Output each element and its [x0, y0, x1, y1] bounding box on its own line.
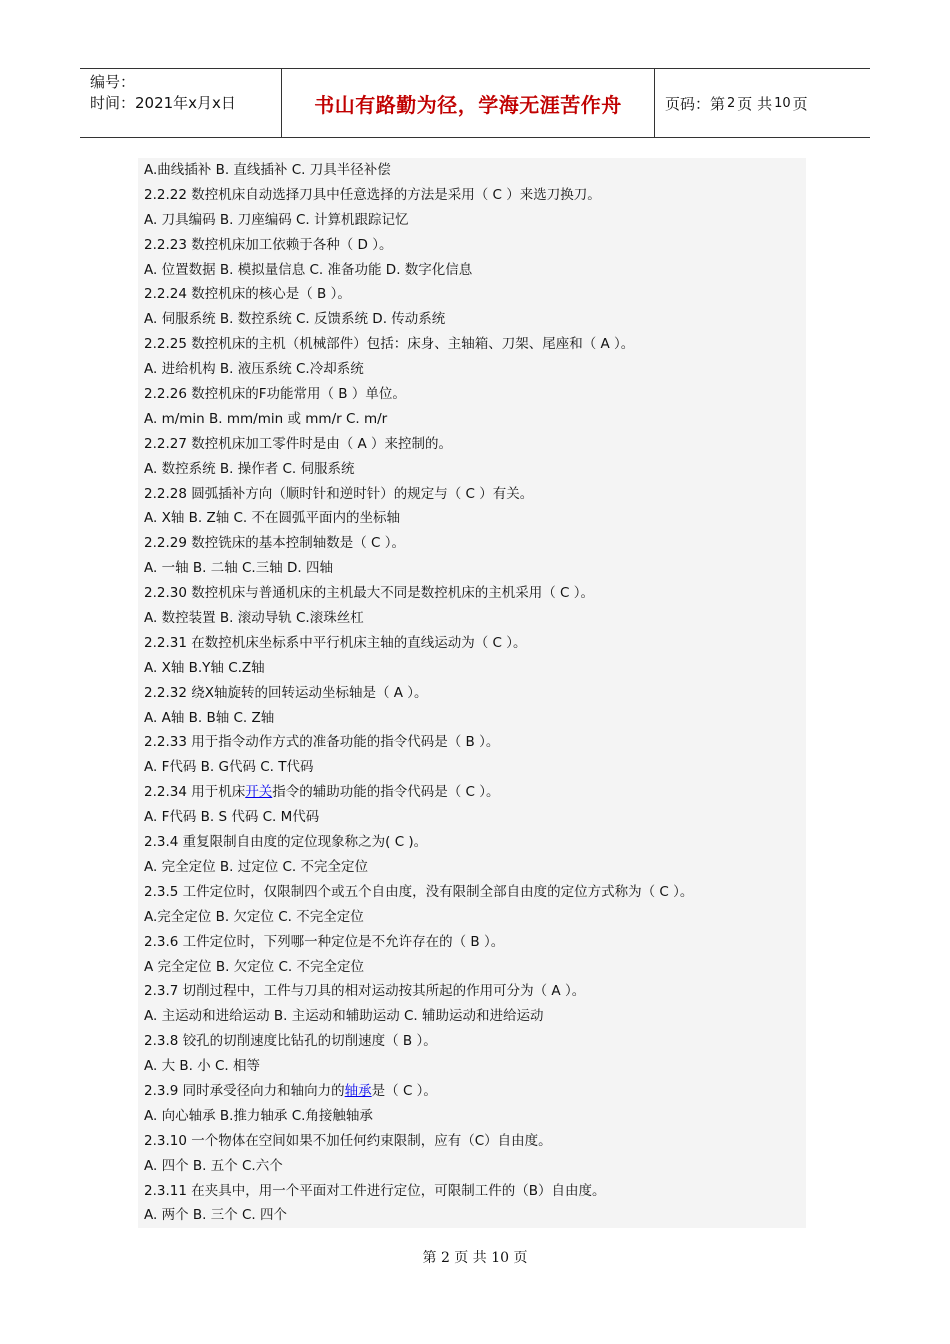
text-line: 2.3.11 在夹具中，用一个平面对工件进行定位，可限制工件的（B）自由度。	[144, 1182, 606, 1199]
question-content	[138, 158, 806, 1228]
text-line: A. 一轴 B. 二轴 C.三轴 D. 四轴	[144, 560, 333, 577]
inline-link[interactable]: 开关	[245, 784, 273, 801]
text-line: 2.2.27 数控机床加工零件时是由（ A ）来控制的。	[144, 435, 453, 452]
inline-link[interactable]: 轴承	[344, 1082, 372, 1099]
line-text-after: 是（ C ）。	[371, 1082, 437, 1099]
text-line: 2.2.30 数控机床与普通机床的主机最大不同是数控机床的主机采用（ C ）。	[144, 585, 594, 602]
text-line: A. 完全定位 B. 过定位 C. 不完全定位	[144, 858, 369, 875]
text-line: A. X轴 B. Z轴 C. 不在圆弧平面内的坐标轴	[144, 510, 401, 527]
text-line: A. 两个 B. 三个 C. 四个	[144, 1207, 288, 1224]
page-mid: 页 共	[737, 94, 773, 113]
line-text-before: 2.3.9 同时承受径向力和轴向力的	[144, 1082, 345, 1099]
page-header	[80, 68, 870, 138]
text-line: A. 伺服系统 B. 数控系统 C. 反馈系统 D. 传动系统	[144, 311, 446, 328]
text-line: A. 四个 B. 五个 C.六个	[144, 1157, 283, 1174]
page-total: 10	[774, 95, 791, 111]
text-line: 2.2.25 数控机床的主机（机械部件）包括：床身、主轴箱、刀架、尾座和（ A ）。	[144, 336, 635, 353]
text-line: A. 主运动和进给运动 B. 主运动和辅助运动 C. 辅助运动和进给运动	[144, 1008, 544, 1025]
text-line: A. 向心轴承 B.推力轴承 C.角接触轴承	[144, 1107, 373, 1124]
text-line: 2.2.29 数控铣床的基本控制轴数是（ C ）。	[144, 535, 405, 552]
text-line: A. 大 B. 小 C. 相等	[144, 1058, 261, 1075]
page-current: 2	[727, 95, 736, 111]
text-line: A. A轴 B. B轴 C. Z轴	[144, 709, 275, 726]
text-line: 2.2.32 绕X轴旋转的回转运动坐标轴是（ A ）。	[144, 684, 428, 701]
text-line: A.完全定位 B. 欠定位 C. 不完全定位	[144, 908, 364, 925]
text-line: A. 数控系统 B. 操作者 C. 伺服系统	[144, 460, 355, 477]
text-line: A. m/min B. mm/min 或 mm/r C. m/r	[144, 410, 388, 427]
page-footer: 第 2 页 共 10 页	[422, 1250, 528, 1266]
page-prefix: 页码：第	[665, 94, 726, 113]
text-line: A.曲线插补 B. 直线插补 C. 刀具半径补偿	[144, 162, 391, 178]
text-line: A. 位置数据 B. 模拟量信息 C. 准备功能 D. 数字化信息	[144, 261, 473, 278]
text-line: 2.2.23 数控机床加工依赖于各种（ D ）。	[144, 236, 393, 253]
text-line: A. F代码 B. S 代码 C. M代码	[144, 809, 320, 826]
text-line: A. 进给机构 B. 液压系统 C.冷却系统	[144, 361, 364, 378]
text-line: 2.3.5 工件定位时，仅限制四个或五个自由度，没有限制全部自由度的定位方式称为（ C ）。	[144, 883, 694, 900]
text-line: 2.3.8 铰孔的切削速度比钻孔的切削速度（ B ）。	[144, 1033, 437, 1050]
text-line: 2.2.33 用于指令动作方式的准备功能的指令代码是（ B ）。	[144, 734, 500, 751]
text-line: 2.2.22 数控机床自动选择刀具中任意选择的方法是采用（ C ）来选刀换刀。	[144, 186, 601, 203]
header-motto	[282, 69, 655, 137]
text-line: A. 数控装置 B. 滚动导轨 C.滚珠丝杠	[144, 610, 364, 627]
number-label: 编号：	[90, 73, 136, 91]
text-line: 2.2.26 数控机床的F功能常用（ B ）单位。	[144, 386, 406, 403]
text-line: 2.3.4 重复限制自由度的定位现象称之为( C )。	[144, 834, 428, 851]
text-line: 2.3.7 切削过程中，工件与刀具的相对运动按其所起的作用可分为（ A ）。	[144, 983, 586, 1000]
text-line: 2.3.10 一个物体在空间如果不加任何约束限制，应有（C）自由度。	[144, 1132, 552, 1149]
text-line: 2.3.6 工件定位时，下列哪一种定位是不允许存在的（ B ）。	[144, 933, 505, 950]
header-info	[80, 69, 282, 137]
text-line: A 完全定位 B. 欠定位 C. 不完全定位	[144, 958, 364, 975]
text-line: A. 刀具编码 B. 刀座编码 C. 计算机跟踪记忆	[144, 211, 409, 228]
line-text-after: 指令的辅助功能的指令代码是（ C ）。	[272, 784, 500, 801]
text-line: 2.2.31 在数控机床坐标系中平行机床主轴的直线运动为（ C ）。	[144, 634, 527, 651]
time-label: 时间：2021年x月x日	[90, 94, 236, 112]
text-line	[144, 780, 806, 805]
text-line: 2.2.24 数控机床的核心是（ B ）。	[144, 286, 351, 303]
line-text-before: 2.2.34 用于机床	[144, 784, 246, 801]
page-suffix: 页	[792, 94, 808, 113]
header-page-info	[655, 69, 870, 137]
text-line: 2.2.28 圆弧插补方向（顺时针和逆时针）的规定与（ C ）有关。	[144, 485, 534, 502]
text-line	[144, 1079, 806, 1104]
text-line: A. X轴 B.Y轴 C.Z轴	[144, 659, 265, 676]
motto-text: 书山有路勤为径，学海无涯苦作舟	[314, 92, 622, 117]
text-line: A. F代码 B. G代码 C. T代码	[144, 759, 314, 776]
